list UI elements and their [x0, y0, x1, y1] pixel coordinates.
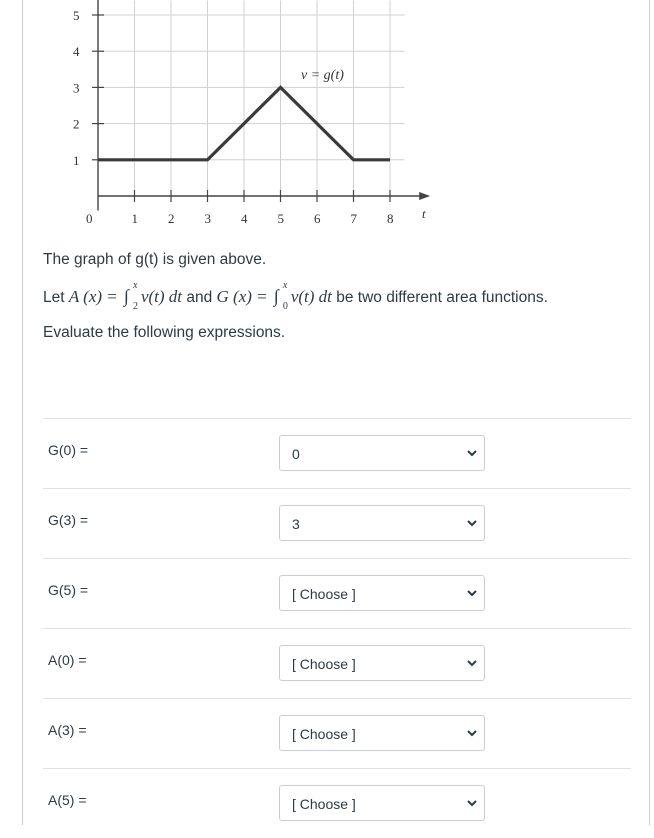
- answer-select[interactable]: [279, 505, 485, 541]
- answer-select[interactable]: [279, 575, 485, 611]
- x-tick-label: 1: [131, 211, 138, 226]
- row-label: A(0) =: [48, 652, 87, 668]
- g-integrand: v(t) dt: [290, 287, 332, 306]
- axis-label-t: t: [422, 206, 426, 221]
- g-def-text: G (x) =: [216, 287, 272, 306]
- answer-select[interactable]: [279, 435, 485, 471]
- row-label: A(5) =: [48, 792, 87, 808]
- a-integral-sign: ∫ x 2: [124, 280, 139, 312]
- answer-rows: [43, 418, 631, 838]
- a-def-text: A (x) =: [68, 287, 123, 306]
- answer-row: [43, 488, 631, 558]
- graph-grid: [98, 1, 405, 191]
- x-tick-label: 0: [86, 211, 93, 226]
- answer-row: [43, 698, 631, 768]
- row-label: A(3) =: [48, 722, 87, 738]
- and-text: and: [182, 289, 217, 306]
- x-tick-label: 8: [387, 211, 394, 226]
- answer-select[interactable]: [279, 715, 485, 751]
- let-suffix: be two different area functions.: [331, 289, 548, 306]
- answer-row: [43, 768, 631, 838]
- answer-row: [43, 558, 631, 628]
- a-upper-limit: x: [133, 280, 138, 291]
- chevron-down-icon: [466, 517, 478, 529]
- chevron-down-icon: [466, 587, 478, 599]
- x-tick-label: 5: [277, 211, 284, 226]
- x-tick-label: 2: [168, 211, 175, 226]
- question-intro: [43, 251, 266, 269]
- x-tick-label: 3: [204, 211, 211, 226]
- curve-label: v = g(t): [301, 68, 344, 83]
- question-definition: [43, 280, 548, 312]
- g-integral-sign: ∫ x 0: [273, 280, 288, 312]
- a-integrand: v(t) dt: [140, 287, 183, 306]
- y-tick-label: 3: [73, 80, 80, 96]
- chevron-down-icon: [466, 447, 478, 459]
- intro-text: The graph of g(t) is given above.: [43, 251, 267, 268]
- g-upper-limit: x: [282, 280, 288, 291]
- a-lower-limit: 2: [133, 301, 139, 312]
- x-tick-label: 7: [350, 211, 357, 226]
- y-tick-label: 5: [73, 8, 80, 23]
- select-value: [ Choose ]: [292, 586, 356, 602]
- y-tick-label: 1: [73, 152, 80, 168]
- answer-row: [43, 418, 631, 488]
- select-value: [ Choose ]: [292, 796, 356, 812]
- x-tick-label: 6: [314, 211, 321, 226]
- let-prefix: Let: [43, 289, 69, 306]
- question-instruction: [43, 324, 285, 342]
- x-axis-arrow: [419, 192, 430, 200]
- chevron-down-icon: [466, 797, 478, 809]
- graph-ticks: [73, 8, 394, 226]
- chevron-down-icon: [466, 657, 478, 669]
- function-graph: [58, 0, 438, 232]
- select-value: [ Choose ]: [292, 726, 356, 742]
- g-lower-limit: 0: [282, 301, 288, 312]
- x-tick-label: 4: [241, 211, 248, 226]
- g-definition: [216, 280, 332, 312]
- a-definition: [68, 280, 183, 312]
- row-label: G(3) =: [48, 512, 89, 528]
- select-value: 0: [292, 446, 300, 462]
- select-value: [ Choose ]: [292, 656, 356, 672]
- answer-select[interactable]: [279, 785, 485, 821]
- instruction-text: Evaluate the following expressions.: [43, 324, 286, 341]
- answer-select[interactable]: [279, 645, 485, 681]
- row-label: G(5) =: [48, 582, 89, 598]
- select-value: 3: [292, 516, 300, 532]
- row-label: G(0) =: [48, 442, 89, 458]
- chevron-down-icon: [466, 727, 478, 739]
- y-tick-label: 2: [73, 116, 80, 132]
- answer-row: [43, 628, 631, 698]
- y-tick-label: 4: [73, 44, 80, 60]
